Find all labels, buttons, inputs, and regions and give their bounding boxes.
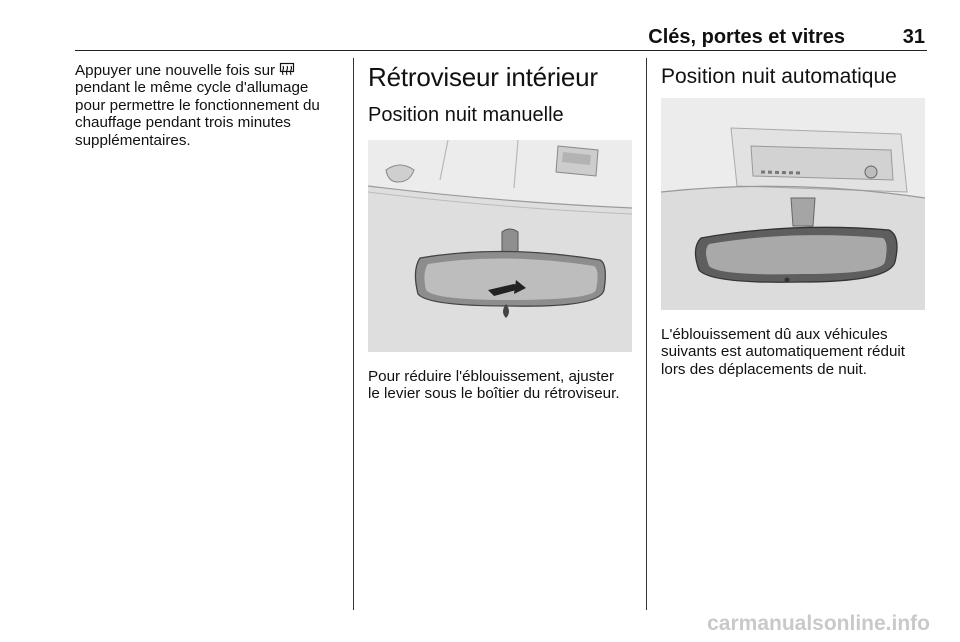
column-1 <box>75 62 345 149</box>
caption-line: lors des déplacements de nuit. <box>661 360 867 378</box>
column-3 <box>661 62 929 378</box>
caption-line: suivants est automatiquement réduit <box>661 343 905 361</box>
page-number: 31 <box>902 26 925 48</box>
header-rule <box>75 50 927 51</box>
page-header-title: Clés, portes et vitres <box>648 26 845 48</box>
paragraph-line: pour permettre le fonctionnement du <box>75 96 320 114</box>
column-2 <box>368 62 638 403</box>
automatic-mirror-illustration <box>661 98 925 310</box>
paragraph-line: Appuyer une nouvelle fois sur <box>75 62 276 79</box>
paragraph-line: pendant le même cycle d'allumage <box>75 79 309 97</box>
rear-window-heating-icon <box>279 62 295 77</box>
subsection-heading: Position nuit manuelle <box>368 104 564 126</box>
paragraph-line: supplémentaires. <box>75 131 191 149</box>
column-divider-2 <box>646 58 647 610</box>
section-heading: Position nuit automatique <box>661 65 897 88</box>
paragraph-line: chauffage pendant trois minutes <box>75 114 291 132</box>
caption-line: L'éblouissement dû aux véhicules <box>661 326 888 343</box>
caption-line: le levier sous le boîtier du rétroviseur. <box>368 385 620 403</box>
caption-line: Pour réduire l'éblouissement, ajuster <box>368 368 615 385</box>
automatic-mirror-caption <box>661 326 929 378</box>
manual-mirror-caption <box>368 368 638 403</box>
column-divider-1 <box>353 58 354 610</box>
heating-paragraph <box>75 62 345 149</box>
manual-mirror-illustration <box>368 140 632 352</box>
watermark: carmanualsonline.info <box>707 612 930 635</box>
section-heading: Rétroviseur intérieur <box>368 62 598 92</box>
